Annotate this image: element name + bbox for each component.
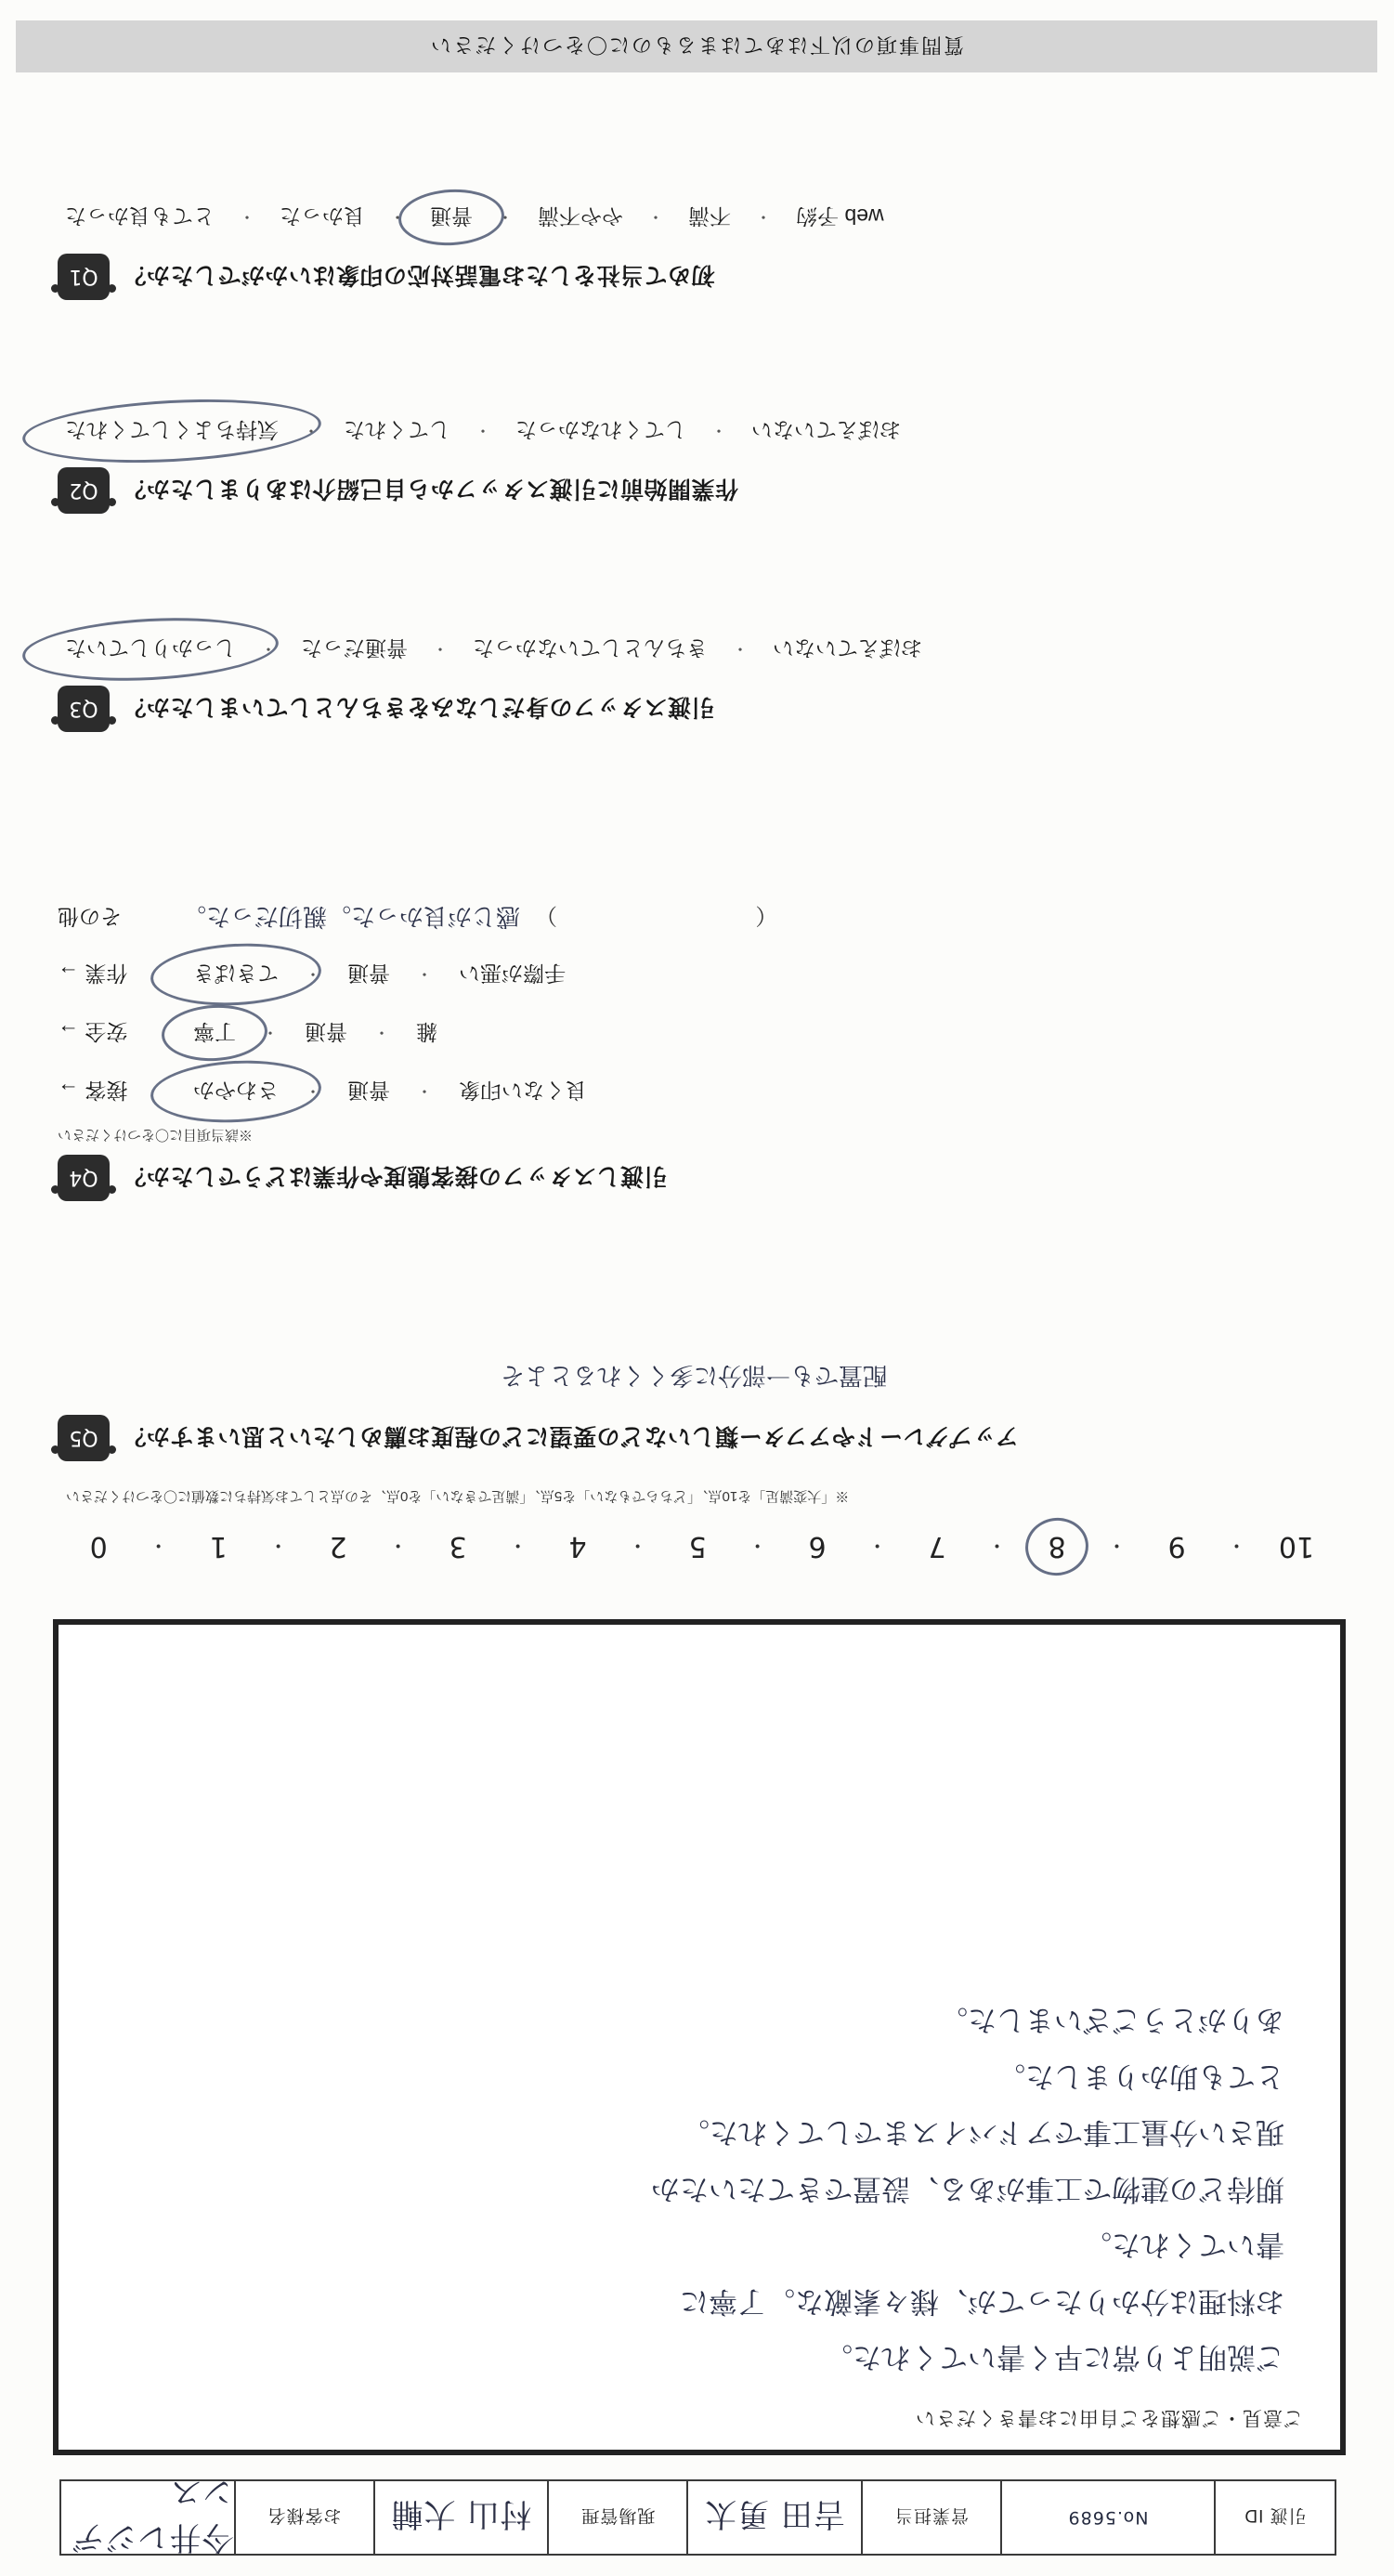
comment-line: とても助かりました。	[997, 2059, 1284, 2093]
q4-row-safety	[58, 1014, 1330, 1053]
q4-other-label: その他	[58, 905, 122, 929]
q3-text: 引渡スタッフの身だしなみをきちんとしていましたか？	[123, 694, 715, 720]
nps-option-8-selected[interactable]: 8	[1024, 1531, 1089, 1563]
nps-option-4[interactable]: 4	[568, 1530, 587, 1563]
q4-row-label: 接客 →	[58, 1079, 128, 1103]
comment-line: ご説明より常に早く書いてくれた。	[824, 2340, 1284, 2373]
nps-option-5[interactable]: 5	[688, 1530, 707, 1563]
q2-option[interactable]: おぼえていない	[751, 418, 901, 442]
q2-option[interactable]: してくれた	[344, 418, 450, 442]
sales-label: 営業担当	[861, 2481, 1000, 2554]
sales-value: 吉田 勇太	[686, 2481, 861, 2554]
scale-dot: ・	[747, 1534, 768, 1558]
scale-dot: ・	[986, 1534, 1008, 1558]
comment-line: ありがとうございました。	[939, 2003, 1284, 2037]
comment-lines	[96, 1992, 1284, 2385]
q4-row-label: 安全 →	[58, 1020, 128, 1044]
q4-other-text[interactable]: 感じが良かった。親切だった。	[182, 902, 521, 930]
option-separator: ・	[305, 1081, 321, 1101]
q5-badge: Q5	[58, 1415, 110, 1461]
customer-value: 今井レジデンス	[72, 2473, 234, 2556]
nps-note: ※「大変満足」を10点、「どちらでもない」を5点、「満足できない」を0点、その点としてお気持ちに数値に〇をつけください	[66, 1488, 850, 1504]
scale-dot: ・	[1226, 1534, 1247, 1558]
nps-option-6[interactable]: 6	[808, 1530, 827, 1563]
q2-text: 作業開始前に引渡スタッフから自己紹介はありましたか？	[123, 476, 739, 502]
comment-line: 現さい分量工事でアドバイスまでしてくれた。	[680, 2115, 1284, 2150]
nps-option-3[interactable]: 3	[449, 1530, 467, 1563]
instruction-banner: 質問事項の以下はあてはまるものに〇をつけください	[16, 20, 1377, 72]
option-separator: ・	[416, 964, 433, 984]
nps-option-2[interactable]: 2	[329, 1530, 347, 1563]
q1-option[interactable]: とても良かった	[65, 204, 215, 229]
option-separator: ・	[262, 1023, 279, 1042]
scale-dot: ・	[387, 1534, 409, 1558]
comment-line: お料理は分かりたってが、様々素敵な。了寧に	[680, 2283, 1284, 2318]
q4-option[interactable]: 普通	[347, 1079, 390, 1103]
q4-rows	[58, 901, 1330, 1111]
question-q1	[58, 199, 1330, 300]
q2-options	[58, 412, 1330, 451]
option-separator: ・	[497, 207, 514, 227]
q5-text: アップグレードやアフター類しいなどの要望にどの程度お薦めしたいと思いますか？	[123, 1423, 1019, 1449]
q1-option[interactable]: web 予約	[796, 204, 884, 229]
construction-label: 現場管理	[547, 2481, 686, 2554]
q4-option[interactable]: 良くない印象	[459, 1079, 587, 1103]
q3-option-selected[interactable]: しっかりしていた	[58, 631, 243, 669]
q5-handwritten-note	[58, 1360, 1330, 1394]
q1-options	[58, 199, 1330, 237]
q4-other-row	[58, 901, 1330, 935]
q4-badge: Q4	[58, 1155, 110, 1201]
q3-option[interactable]: おぼえていない	[773, 636, 922, 660]
q5-head	[58, 1415, 1330, 1461]
option-separator: ・	[755, 207, 772, 227]
construction-value: 村山 大輔	[373, 2481, 548, 2554]
nps-option-9[interactable]: 9	[1167, 1530, 1186, 1563]
header-id-table	[59, 2473, 1336, 2556]
option-separator: ・	[389, 207, 406, 227]
scale-dot: ・	[627, 1534, 648, 1558]
q4-option[interactable]: 手際が悪い	[459, 961, 566, 986]
nps-option-1[interactable]: 1	[209, 1530, 228, 1563]
option-separator: ・	[416, 1081, 433, 1101]
nps-scale[interactable]	[66, 1516, 1329, 1577]
q3-head	[58, 686, 1330, 732]
comment-title: ご意見・ご感想をご自由にお書きください	[915, 2407, 1303, 2428]
q4-option[interactable]: 普通	[305, 1020, 347, 1044]
option-separator: ・	[373, 1023, 390, 1042]
q2-option[interactable]: してくれなかった	[515, 418, 686, 442]
q4-sub: ※該当項目に〇をつけください	[58, 1127, 254, 1143]
q1-option[interactable]: 不満	[688, 204, 731, 229]
option-separator: ・	[475, 421, 491, 440]
q4-option-selected[interactable]: てきぱき	[186, 956, 286, 994]
q4-other-paren: （ ）	[535, 903, 778, 928]
q3-badge: Q3	[58, 686, 110, 732]
q4-option-selected[interactable]: さわやか	[186, 1073, 286, 1111]
q3-option[interactable]: 普通だった	[301, 636, 408, 660]
q2-option-selected[interactable]: 気持ちよくしてくれた	[58, 412, 286, 451]
q4-text: 引渡しスタッフの接客態度や作業はどうでしたか？	[123, 1163, 668, 1189]
q2-badge: Q2	[58, 467, 110, 514]
nps-option-7[interactable]: 7	[928, 1530, 946, 1563]
q4-row-work	[58, 956, 1330, 994]
option-separator: ・	[710, 421, 727, 440]
free-comment-box	[53, 1619, 1346, 2455]
id-label: 引渡 ID	[1214, 2481, 1335, 2554]
q1-text: 初めて当社をしたお電話対応の印象はいかがでしたか？	[123, 262, 715, 288]
q4-row-label: 作業 →	[58, 961, 128, 986]
option-separator: ・	[239, 207, 255, 227]
q5-note-text: 配置でも一部分に多くくれるとよそ	[501, 1361, 888, 1389]
nps-option-0[interactable]: 0	[89, 1530, 108, 1563]
option-separator: ・	[303, 421, 319, 440]
scale-dot: ・	[148, 1534, 169, 1558]
option-separator: ・	[260, 639, 277, 659]
scale-dot: ・	[1106, 1534, 1127, 1558]
id-value: No.5689	[1000, 2481, 1214, 2554]
q1-head	[58, 254, 1330, 300]
option-separator: ・	[647, 207, 664, 227]
option-separator: ・	[305, 964, 321, 984]
customer-label: お客様名	[234, 2481, 373, 2554]
nps-option-10[interactable]: 10	[1278, 1530, 1315, 1563]
q4-option-selected[interactable]: 丁寧	[186, 1014, 243, 1053]
q4-row-service	[58, 1073, 1330, 1111]
question-q2	[58, 412, 1330, 514]
q4-option[interactable]: 普通	[347, 961, 390, 986]
q4-head	[58, 1155, 1330, 1201]
scale-dot: ・	[866, 1534, 888, 1558]
q1-option[interactable]: やや不満	[538, 204, 623, 229]
comment-line: 書いてくれた。	[1083, 2228, 1284, 2262]
option-separator: ・	[432, 639, 449, 659]
question-q4	[58, 901, 1330, 1201]
q1-option[interactable]: 良かった	[280, 204, 365, 229]
scale-dot: ・	[507, 1534, 528, 1558]
scale-dot: ・	[267, 1534, 289, 1558]
q2-head	[58, 467, 1330, 514]
q1-badge: Q1	[58, 254, 110, 300]
q3-option[interactable]: きちんとしていなかった	[473, 636, 708, 660]
q1-option-selected[interactable]: 普通	[423, 199, 480, 237]
q3-options	[58, 631, 1330, 669]
option-separator: ・	[732, 639, 749, 659]
question-q3	[58, 631, 1330, 732]
q4-option[interactable]: 雑	[416, 1020, 437, 1044]
comment-line: 期待どの建物で工事がある、設置できてたいたか	[651, 2171, 1284, 2205]
question-q5	[58, 1360, 1330, 1461]
